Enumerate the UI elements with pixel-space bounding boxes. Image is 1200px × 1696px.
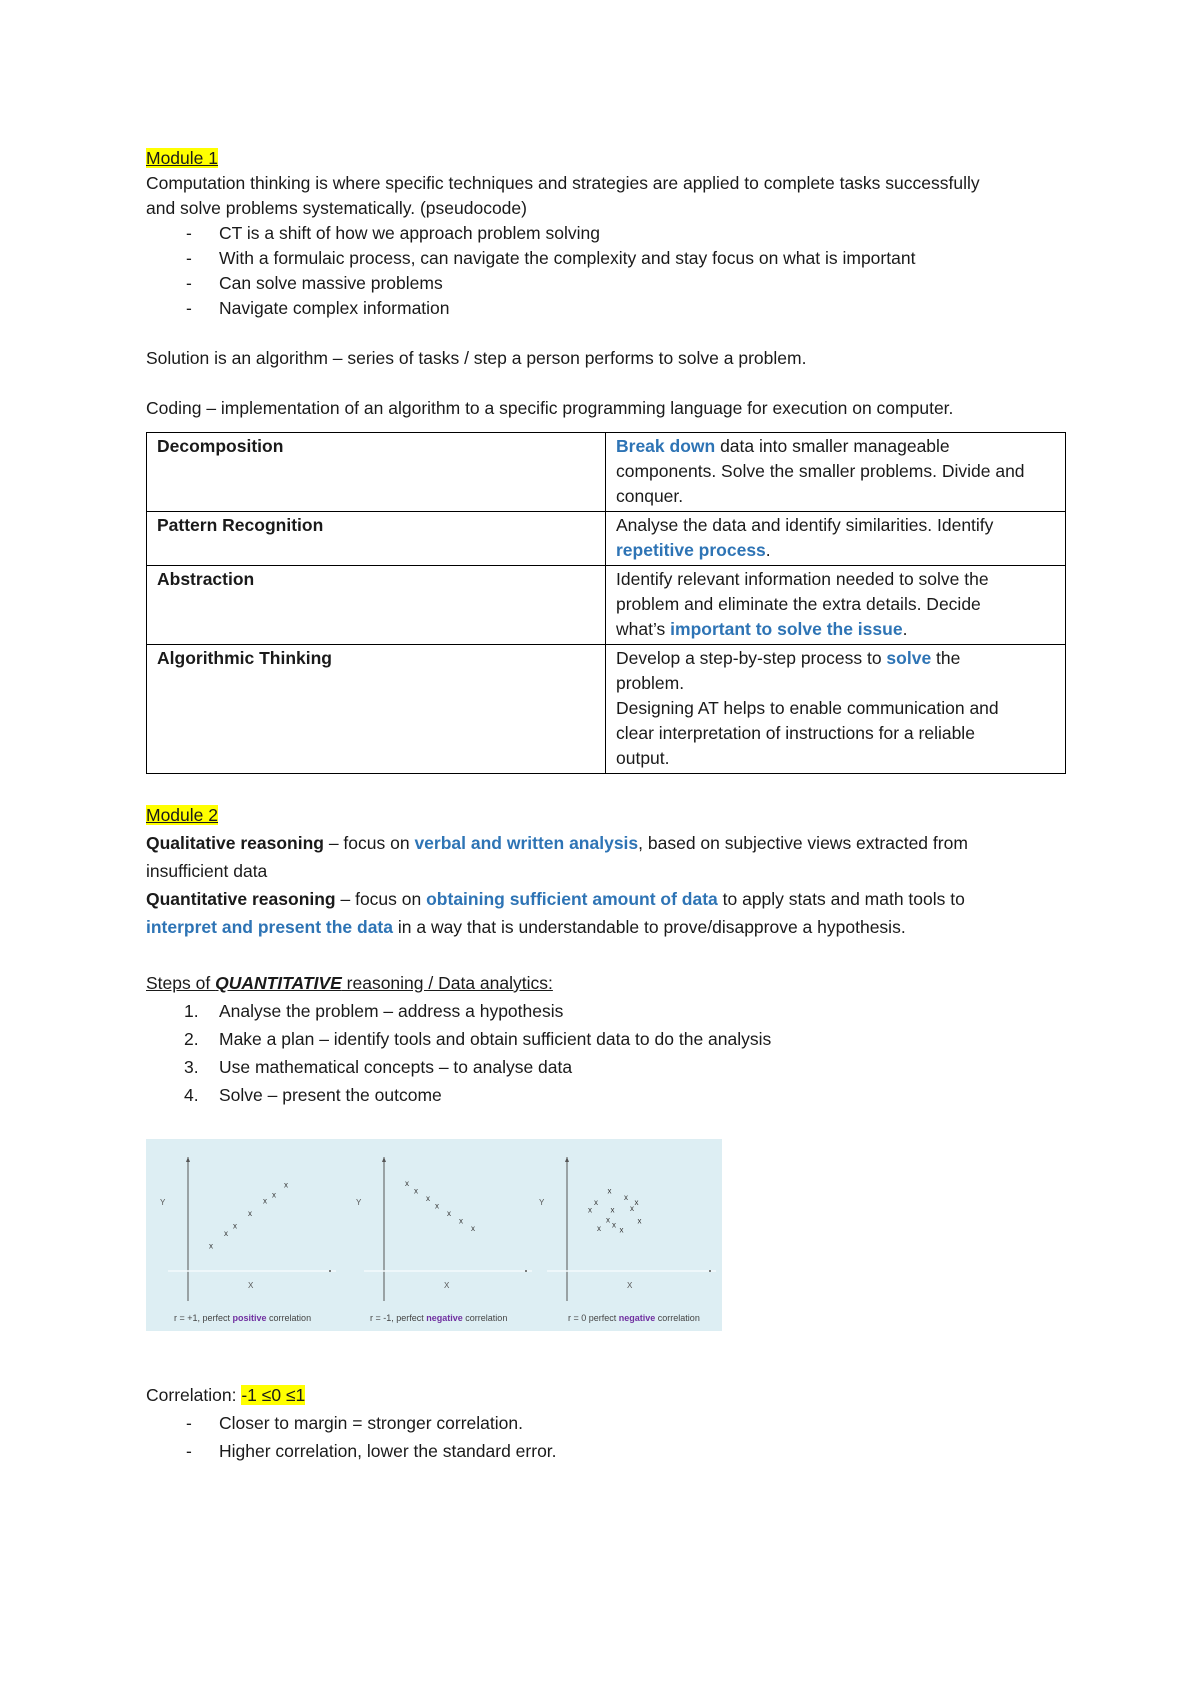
scatter-point: x: [637, 1216, 642, 1226]
quantitative-definition-line2: interpret and present the data in a way that is understandable to prove/disapprove a hypothesis.: [146, 917, 906, 937]
scatter-plots-svg: [146, 1139, 722, 1331]
correlation-line: Correlation: -1 ≤0 ≤1: [146, 1385, 306, 1405]
scatter-point: x: [610, 1205, 615, 1215]
y-axis-arrow: [186, 1157, 190, 1162]
scatter-point: x: [471, 1224, 475, 1233]
list-item: 1. Analyse the problem – address a hypothesis: [184, 1001, 564, 1021]
scatter-point: x: [447, 1209, 451, 1218]
list-item: 3. Use mathematical concepts – to analyse data: [184, 1057, 573, 1077]
quantitative-definition: Quantitative reasoning – focus on obtaining sufficient amount of data to apply stats and math tools to: [146, 889, 965, 909]
list-item: 4. Solve – present the outcome: [184, 1085, 442, 1105]
term-algorithmic-thinking: Algorithmic Thinking: [147, 645, 606, 774]
scatter-point: x: [414, 1186, 418, 1196]
y-axis-label: Y: [539, 1198, 545, 1207]
solution-definition: Solution is an algorithm – series of tasks / step a person performs to solve a problem.: [146, 348, 807, 368]
ct-pillars-table: [146, 432, 1066, 774]
list-item: - Can solve massive problems: [146, 271, 1066, 296]
module1-bullet-list: [146, 221, 1066, 321]
y-axis-label: Y: [160, 1198, 166, 1207]
scatter-point: x: [594, 1197, 598, 1207]
list-item: - With a formulaic process, can navigate the complexity and stay focus on what is important: [146, 246, 1066, 271]
module1-heading: Module 1: [146, 148, 218, 168]
x-axis-arrow: [329, 1270, 331, 1272]
module1-intro-line2: and solve problems systematically. (pseudocode): [146, 198, 527, 218]
x-axis-arrow: [525, 1270, 527, 1272]
qualitative-definition: Qualitative reasoning – focus on verbal and written analysis, based on subjective views extracted from: [146, 833, 968, 853]
scatter-caption: r = +1, perfect positive correlation: [174, 1313, 312, 1323]
module2-heading: Module 2: [146, 805, 218, 825]
module1-intro-line1: Computation thinking is where specific techniques and strategies are applied to complete tasks successfully: [146, 173, 980, 193]
x-axis-label: X: [444, 1281, 450, 1290]
scatter-caption: r = -1, perfect negative correlation: [370, 1313, 508, 1323]
scatter-point: x: [588, 1205, 592, 1215]
x-axis-label: X: [248, 1281, 254, 1290]
correlation-scatter-figure: [146, 1139, 722, 1331]
scatter-point: x: [459, 1216, 463, 1226]
list-item: - Closer to margin = stronger correlation.: [146, 1409, 1066, 1437]
scatter-point: x: [272, 1190, 276, 1200]
scatter-point: x: [630, 1204, 634, 1213]
x-axis-label: X: [627, 1281, 633, 1290]
scatter-point: x: [612, 1220, 616, 1230]
y-axis-arrow: [382, 1157, 386, 1162]
table-row: [147, 645, 1066, 774]
coding-definition: Coding – implementation of an algorithm to a specific programming language for execution on computer.: [146, 398, 954, 418]
scatter-point: x: [224, 1229, 228, 1238]
desc-algorithmic-thinking: Develop a step-by-step process to solve the problem. Designing AT helps to enable communication and clear interpretation of instructions for a reliable output.: [606, 645, 1066, 774]
table-row: [147, 512, 1066, 566]
scatter-point: x: [405, 1179, 409, 1188]
steps-list: [146, 997, 1066, 1109]
list-item: - Higher correlation, lower the standard error.: [146, 1437, 1066, 1465]
desc-pattern-recognition: Analyse the data and identify similarities. Identify repetitive process.: [606, 512, 1066, 566]
desc-abstraction: Identify relevant information needed to solve the problem and eliminate the extra details. Decide what’s important to solve the issue.: [606, 566, 1066, 645]
term-pattern-recognition: Pattern Recognition: [147, 512, 606, 566]
table-row: [147, 433, 1066, 512]
scatter-point: x: [426, 1194, 430, 1203]
scatter-point: x: [435, 1201, 439, 1211]
scatter-point: x: [597, 1224, 601, 1233]
desc-decomposition: Break down data into smaller manageable components. Solve the smaller problems. Divide and conquer.: [606, 433, 1066, 512]
scatter-point: x: [606, 1215, 610, 1225]
list-item: 2. Make a plan – identify tools and obtain sufficient data to do the analysis: [184, 1029, 772, 1049]
correlation-bullet-list: [146, 1409, 1066, 1465]
scatter-point: x: [634, 1197, 639, 1207]
scatter-point: x: [248, 1209, 252, 1218]
list-item: - CT is a shift of how we approach problem solving: [146, 221, 1066, 246]
scatter-point: x: [263, 1196, 267, 1206]
scatter-point: x: [209, 1241, 213, 1251]
scatter-point: x: [607, 1186, 612, 1196]
qualitative-definition-line2: insufficient data: [146, 861, 268, 881]
steps-title: Steps of QUANTITATIVE reasoning / Data analytics:: [146, 973, 553, 993]
list-item: - Navigate complex information: [146, 296, 1066, 321]
scatter-point: x: [284, 1180, 288, 1190]
scatter-caption: r = 0 perfect negative correlation: [568, 1313, 700, 1323]
term-decomposition: Decomposition: [147, 433, 606, 512]
scatter-point: x: [619, 1225, 624, 1235]
x-axis-arrow: [709, 1270, 711, 1272]
y-axis-arrow: [565, 1157, 569, 1162]
document-content: [146, 146, 1066, 1465]
y-axis-label: Y: [356, 1198, 362, 1207]
scatter-point: x: [233, 1221, 237, 1231]
table-row: [147, 566, 1066, 645]
term-abstraction: Abstraction: [147, 566, 606, 645]
scatter-point: x: [624, 1192, 628, 1202]
